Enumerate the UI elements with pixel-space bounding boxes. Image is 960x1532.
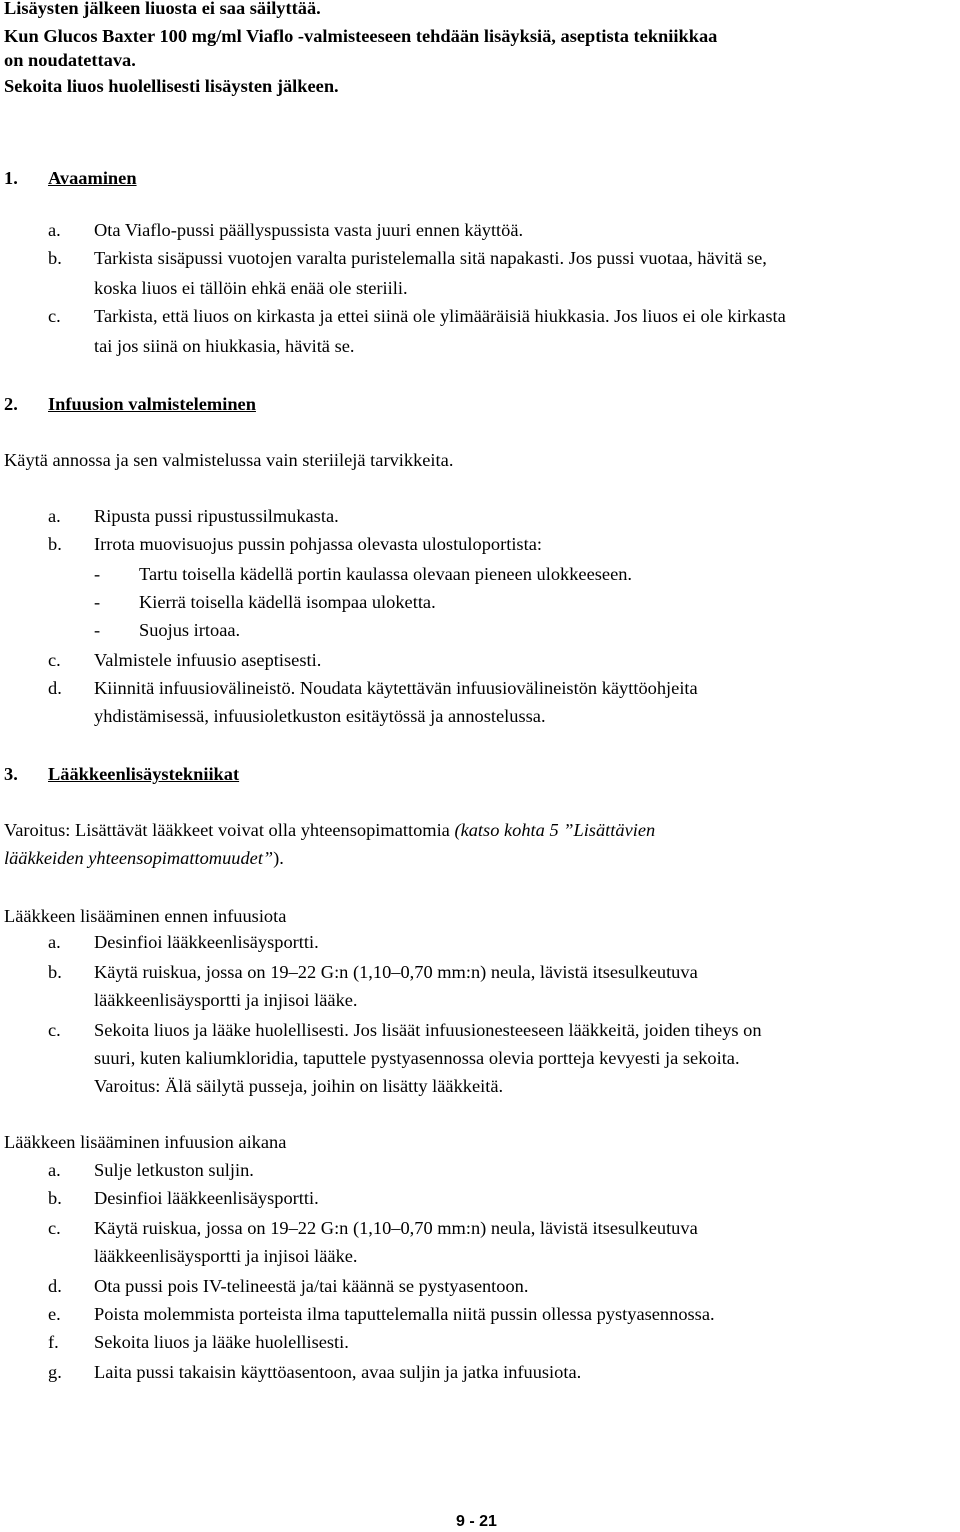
item-label: g.: [48, 1362, 62, 1382]
item-label: a.: [48, 506, 61, 526]
intro-line-1: Lisäysten jälkeen liuosta ei saa säilyttää.: [4, 0, 321, 18]
item-text: Tarkista sisäpussi vuotojen varalta puristelemalla sitä napakasti. Jos pussi vuotaa, hävitä se,: [94, 248, 767, 268]
item-text: Poista molemmista porteista ilma taputtelemalla niitä pussin ollessa pystyasennossa.: [94, 1304, 715, 1324]
before-infusion-heading: Lääkkeen lisääminen ennen infuusiota: [4, 906, 287, 926]
section-2-title: Infuusion valmisteleminen: [48, 394, 256, 414]
item-text: Tarkista, että liuos on kirkasta ja ettei siinä ole ylimääräisiä hiukkasia. Jos liuos ei ole kirkasta: [94, 306, 786, 326]
intro-line-2: Kun Glucos Baxter 100 mg/ml Viaflo -valmisteeseen tehdään lisäyksiä, aseptista tekniikkaa: [4, 26, 718, 46]
item-text: Sulje letkuston suljin.: [94, 1160, 254, 1180]
section-3-title: Lääkkeenlisäystekniikat: [48, 764, 240, 784]
item-text: Ota Viaflo-pussi päällyspussista vasta juuri ennen käyttöä.: [94, 220, 524, 240]
item-label: a.: [48, 932, 61, 952]
item-text: Desinfioi lääkkeenlisäysportti.: [94, 1188, 319, 1208]
item-label: b.: [48, 534, 62, 554]
section-1-heading: [4, 166, 137, 190]
item-label: b.: [48, 962, 62, 982]
item-label: f.: [48, 1332, 59, 1352]
item-text: Ota pussi pois IV-telineestä ja/tai käännä se pystyasentoon.: [94, 1276, 529, 1296]
item-label: c.: [48, 306, 61, 326]
section-3-heading: [4, 762, 240, 786]
item-text: lääkkeenlisäysportti ja injisoi lääke.: [94, 1246, 358, 1266]
item-text: yhdistämisessä, infuusioletkuston esitäytössä ja annostelussa.: [94, 706, 546, 726]
item-text: Käytä ruiskua, jossa on 19–22 G:n (1,10–0,70 mm:n) neula, lävistä itsesulkeutuva: [94, 1218, 698, 1238]
dash-bullet: -: [94, 564, 101, 584]
dash-bullet: -: [94, 592, 101, 612]
item-text: Varoitus: Älä säilytä pusseja, joihin on lisätty lääkkeitä.: [94, 1076, 504, 1096]
sub-item-text: Kierrä toisella kädellä isompaa uloketta.: [139, 592, 436, 612]
item-text: lääkkeenlisäysportti ja injisoi lääke.: [94, 990, 358, 1010]
item-label: d.: [48, 678, 62, 698]
section-1-title: Avaaminen: [48, 168, 137, 188]
item-label: a.: [48, 220, 61, 240]
page-number: 9 - 21: [456, 1513, 497, 1530]
item-label: c.: [48, 1020, 61, 1040]
sub-item-text: Suojus irtoaa.: [139, 620, 241, 640]
item-label: c.: [48, 650, 61, 670]
item-label: c.: [48, 1218, 61, 1238]
warning-text: Varoitus: Lisättävät lääkkeet voivat olla yhteensopimattomia: [4, 820, 455, 840]
intro-line-3: on noudatettava.: [4, 50, 136, 70]
item-label: b.: [48, 248, 62, 268]
warning-line-2: [4, 846, 284, 870]
section-2-heading: [4, 392, 256, 416]
item-text: Desinfioi lääkkeenlisäysportti.: [94, 932, 319, 952]
item-text: Sekoita liuos ja lääke huolellisesti.: [94, 1332, 349, 1352]
item-label: a.: [48, 1160, 61, 1180]
during-infusion-heading: Lääkkeen lisääminen infuusion aikana: [4, 1132, 287, 1152]
section-2-intro: Käytä annossa ja sen valmistelussa vain steriilejä tarvikkeita.: [4, 450, 454, 470]
dash-bullet: -: [94, 620, 101, 640]
section-3-number: 3.: [4, 764, 18, 784]
warning-reference: lääkkeiden yhteensopimattomuudet”: [4, 848, 274, 868]
item-text: suuri, kuten kaliumkloridia, taputtele pystyasennossa olevia portteja kevyesti ja sekoita.: [94, 1048, 740, 1068]
intro-line-4: Sekoita liuos huolellisesti lisäysten jälkeen.: [4, 76, 339, 96]
item-label: b.: [48, 1188, 62, 1208]
item-text: koska liuos ei tällöin ehkä enää ole steriili.: [94, 278, 408, 298]
item-text: Kiinnitä infuusiovälineistö. Noudata käytettävän infuusiovälineistön käyttöohjeita: [94, 678, 698, 698]
item-text: Käytä ruiskua, jossa on 19–22 G:n (1,10–0,70 mm:n) neula, lävistä itsesulkeutuva: [94, 962, 698, 982]
warning-end: ).: [273, 848, 284, 868]
item-text: Irrota muovisuojus pussin pohjassa olevasta ulostuloportista:: [94, 534, 542, 554]
item-text: Valmistele infuusio aseptisesti.: [94, 650, 322, 670]
item-text: tai jos siinä on hiukkasia, hävitä se.: [94, 336, 355, 356]
item-text: Ripusta pussi ripustussilmukasta.: [94, 506, 339, 526]
warning-line-1: [4, 818, 655, 842]
item-text: Sekoita liuos ja lääke huolellisesti. Jos lisäät infuusionesteeseen lääkkeitä, joiden tiheys on: [94, 1020, 762, 1040]
item-text: Laita pussi takaisin käyttöasentoon, avaa suljin ja jatka infuusiota.: [94, 1362, 582, 1382]
section-1-number: 1.: [4, 168, 18, 188]
item-label: e.: [48, 1304, 61, 1324]
section-2-number: 2.: [4, 394, 18, 414]
sub-item-text: Tartu toisella kädellä portin kaulassa olevaan pieneen ulokkeeseen.: [139, 564, 633, 584]
warning-reference: (katso kohta 5 ”Lisättävien: [454, 820, 656, 840]
item-label: d.: [48, 1276, 62, 1296]
